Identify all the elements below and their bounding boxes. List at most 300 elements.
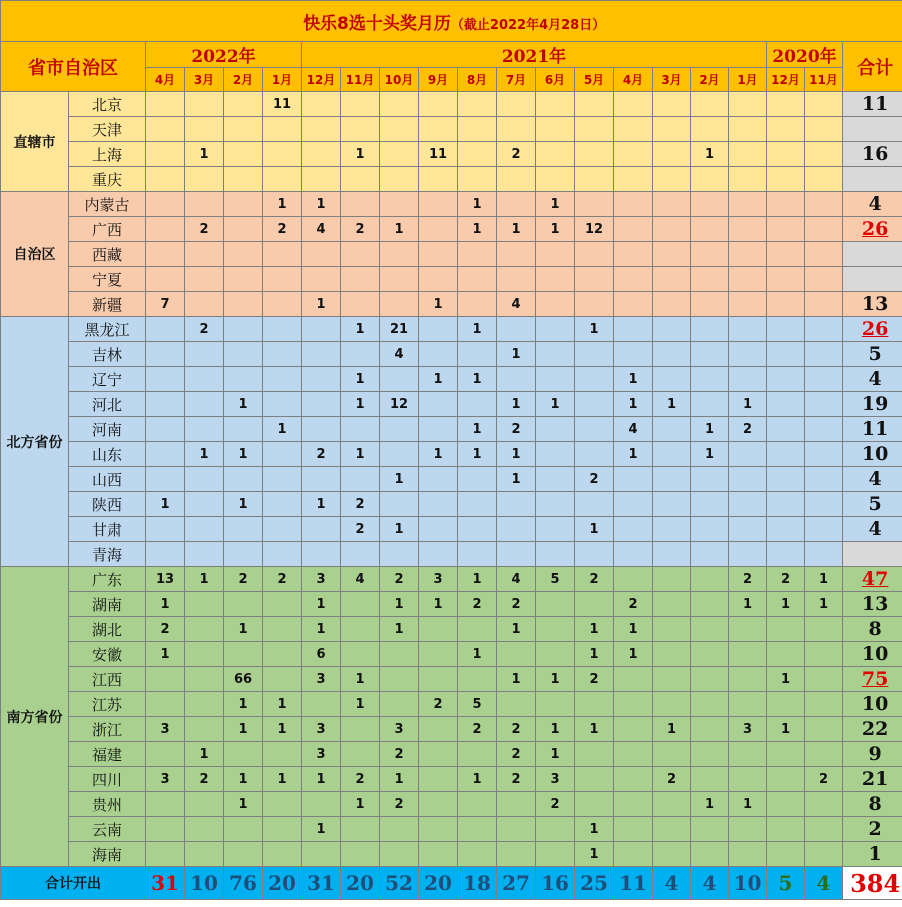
province-total: 2 — [843, 817, 902, 842]
month-count-cell — [185, 192, 224, 217]
month-count-cell — [653, 492, 691, 517]
month-count-cell — [419, 392, 458, 417]
month-count-cell — [691, 217, 729, 242]
month-count-cell: 1 — [729, 592, 767, 617]
month-count-cell — [691, 642, 729, 667]
province-total: 22 — [843, 717, 902, 742]
month-count-cell — [419, 817, 458, 842]
table-row — [1, 667, 902, 692]
month-count-cell: 1 — [341, 367, 380, 392]
month-count-cell — [224, 342, 263, 367]
month-count-cell — [497, 692, 536, 717]
month-count-cell — [767, 92, 805, 117]
month-count-cell: 1 — [263, 692, 302, 717]
month-count-cell — [146, 692, 185, 717]
month-header: 11月 — [805, 68, 843, 92]
month-count-cell — [691, 367, 729, 392]
month-count-cell — [185, 417, 224, 442]
region-header: 省市自治区 — [1, 42, 146, 92]
month-count-cell — [263, 267, 302, 292]
month-count-cell — [146, 392, 185, 417]
month-count-cell: 1 — [224, 492, 263, 517]
month-total: 10 — [729, 867, 767, 900]
month-count-cell — [536, 367, 575, 392]
province-total: 10 — [843, 642, 902, 667]
province-total — [843, 542, 902, 567]
month-count-cell — [653, 92, 691, 117]
month-count-cell — [380, 542, 419, 567]
month-count-cell — [380, 242, 419, 267]
month-count-cell — [575, 267, 614, 292]
month-count-cell — [653, 592, 691, 617]
month-count-cell — [729, 167, 767, 192]
province-total: 21 — [843, 767, 902, 792]
province-name: 重庆 — [69, 167, 146, 192]
month-count-cell — [653, 117, 691, 142]
month-count-cell — [263, 342, 302, 367]
month-total: 10 — [185, 867, 224, 900]
month-count-cell — [653, 817, 691, 842]
month-count-cell: 3 — [302, 567, 341, 592]
month-total: 76 — [224, 867, 263, 900]
month-count-cell — [805, 692, 843, 717]
province-total: 4 — [843, 467, 902, 492]
month-count-cell — [302, 367, 341, 392]
month-count-cell: 1 — [497, 217, 536, 242]
month-count-cell — [614, 692, 653, 717]
province-total: 47 — [843, 567, 902, 592]
month-count-cell — [497, 817, 536, 842]
month-count-cell: 2 — [146, 617, 185, 642]
month-count-cell: 1 — [224, 792, 263, 817]
month-count-cell — [497, 367, 536, 392]
month-count-cell — [729, 517, 767, 542]
month-count-cell — [341, 617, 380, 642]
month-count-cell: 1 — [691, 792, 729, 817]
month-count-cell — [575, 167, 614, 192]
month-count-cell — [185, 667, 224, 692]
month-count-cell — [729, 117, 767, 142]
year-header-2022: 2022年 — [146, 42, 302, 68]
month-count-cell: 2 — [575, 667, 614, 692]
subtitle-text: （截止2022年4月28日） — [450, 17, 606, 33]
table-row — [1, 642, 902, 667]
month-count-cell — [767, 817, 805, 842]
month-count-cell: 1 — [146, 642, 185, 667]
month-count-cell: 1 — [614, 617, 653, 642]
month-count-cell — [536, 142, 575, 167]
month-count-cell — [614, 142, 653, 167]
month-count-cell — [729, 217, 767, 242]
group-label: 北方省份 — [1, 317, 69, 567]
month-count-cell — [185, 817, 224, 842]
month-count-cell — [497, 517, 536, 542]
month-count-cell — [575, 417, 614, 442]
month-count-cell — [614, 317, 653, 342]
month-count-cell — [729, 492, 767, 517]
province-total: 5 — [843, 342, 902, 367]
month-count-cell — [380, 842, 419, 867]
month-count-cell — [263, 317, 302, 342]
month-count-cell — [341, 167, 380, 192]
province-name: 广东 — [69, 567, 146, 592]
month-count-cell: 21 — [380, 317, 419, 342]
month-count-cell — [691, 242, 729, 267]
total-header: 合计 — [843, 42, 902, 92]
province-name: 贵州 — [69, 792, 146, 817]
month-count-cell — [185, 617, 224, 642]
month-count-cell — [767, 167, 805, 192]
month-count-cell — [729, 442, 767, 467]
month-count-cell — [302, 517, 341, 542]
month-count-cell: 1 — [536, 717, 575, 742]
month-count-cell — [380, 142, 419, 167]
month-count-cell — [536, 492, 575, 517]
month-count-cell: 3 — [146, 717, 185, 742]
month-count-cell: 1 — [380, 617, 419, 642]
month-count-cell: 2 — [380, 742, 419, 767]
month-count-cell — [146, 517, 185, 542]
province-total: 13 — [843, 292, 902, 317]
table-row — [1, 792, 902, 817]
month-count-cell — [224, 317, 263, 342]
month-count-cell — [302, 317, 341, 342]
month-count-cell — [185, 517, 224, 542]
month-count-cell — [536, 442, 575, 467]
month-count-cell: 1 — [729, 792, 767, 817]
month-count-cell — [146, 817, 185, 842]
month-count-cell: 1 — [575, 317, 614, 342]
month-count-cell — [653, 342, 691, 367]
month-count-cell — [536, 417, 575, 442]
month-count-cell — [575, 242, 614, 267]
month-count-cell — [497, 542, 536, 567]
month-count-cell: 1 — [691, 142, 729, 167]
month-count-cell — [341, 467, 380, 492]
month-count-cell — [614, 767, 653, 792]
month-count-cell — [805, 192, 843, 217]
month-count-cell — [341, 817, 380, 842]
month-count-cell — [380, 267, 419, 292]
month-count-cell — [614, 117, 653, 142]
month-count-cell — [146, 317, 185, 342]
month-count-cell: 1 — [341, 317, 380, 342]
month-count-cell — [224, 592, 263, 617]
table-row — [1, 317, 902, 342]
month-count-cell — [575, 292, 614, 317]
month-count-cell — [224, 642, 263, 667]
table-row — [1, 392, 902, 417]
month-count-cell: 1 — [341, 792, 380, 817]
month-count-cell — [380, 817, 419, 842]
month-count-cell — [146, 442, 185, 467]
month-count-cell — [341, 642, 380, 667]
month-count-cell — [536, 242, 575, 267]
month-total: 5 — [767, 867, 805, 900]
month-count-cell — [653, 842, 691, 867]
table-row — [1, 417, 902, 442]
month-count-cell: 2 — [614, 592, 653, 617]
month-count-cell — [614, 217, 653, 242]
province-name: 广西 — [69, 217, 146, 242]
month-count-cell — [691, 317, 729, 342]
month-count-cell — [341, 592, 380, 617]
table-row — [1, 492, 902, 517]
month-count-cell — [185, 642, 224, 667]
month-count-cell: 2 — [767, 567, 805, 592]
month-count-cell — [185, 292, 224, 317]
month-count-cell — [691, 392, 729, 417]
month-count-cell: 1 — [458, 192, 497, 217]
month-count-cell — [302, 417, 341, 442]
province-name: 青海 — [69, 542, 146, 567]
month-count-cell: 1 — [458, 442, 497, 467]
month-count-cell: 1 — [302, 492, 341, 517]
month-count-cell — [497, 792, 536, 817]
month-count-cell: 5 — [536, 567, 575, 592]
month-count-cell: 3 — [536, 767, 575, 792]
month-count-cell — [146, 742, 185, 767]
month-count-cell — [263, 292, 302, 317]
month-count-cell: 2 — [497, 742, 536, 767]
month-count-cell: 3 — [302, 667, 341, 692]
month-count-cell: 1 — [263, 717, 302, 742]
month-count-cell — [458, 742, 497, 767]
province-name: 湖南 — [69, 592, 146, 617]
month-total: 31 — [302, 867, 341, 900]
month-count-cell — [691, 767, 729, 792]
month-count-cell — [341, 117, 380, 142]
month-count-cell — [767, 317, 805, 342]
month-count-cell — [224, 267, 263, 292]
month-header: 6月 — [536, 68, 575, 92]
month-count-cell — [691, 692, 729, 717]
month-count-cell — [458, 292, 497, 317]
footer-row — [1, 867, 902, 900]
month-header: 12月 — [302, 68, 341, 92]
month-count-cell: 1 — [575, 817, 614, 842]
month-count-cell — [614, 567, 653, 592]
month-count-cell — [302, 142, 341, 167]
province-total — [843, 117, 902, 142]
month-count-cell — [263, 242, 302, 267]
month-count-cell — [458, 667, 497, 692]
province-name: 西藏 — [69, 242, 146, 267]
month-count-cell: 1 — [691, 442, 729, 467]
month-count-cell — [302, 467, 341, 492]
table-row — [1, 767, 902, 792]
month-count-cell — [767, 117, 805, 142]
month-count-cell — [614, 192, 653, 217]
month-count-cell — [691, 292, 729, 317]
month-header: 4月 — [146, 68, 185, 92]
month-count-cell — [653, 542, 691, 567]
month-count-cell — [380, 492, 419, 517]
month-count-cell: 4 — [614, 417, 653, 442]
month-count-cell — [224, 517, 263, 542]
month-header: 1月 — [263, 68, 302, 92]
month-count-cell: 2 — [497, 717, 536, 742]
month-count-cell — [185, 267, 224, 292]
month-count-cell: 1 — [341, 142, 380, 167]
month-count-cell — [767, 767, 805, 792]
month-count-cell — [419, 842, 458, 867]
month-header: 3月 — [185, 68, 224, 92]
month-count-cell — [224, 142, 263, 167]
month-count-cell — [419, 617, 458, 642]
month-count-cell: 1 — [224, 692, 263, 717]
month-count-cell — [614, 542, 653, 567]
group-label: 直辖市 — [1, 92, 69, 192]
month-count-cell: 2 — [497, 767, 536, 792]
month-header: 12月 — [767, 68, 805, 92]
month-count-cell: 2 — [263, 217, 302, 242]
month-count-cell — [805, 392, 843, 417]
month-count-cell: 2 — [497, 592, 536, 617]
month-count-cell: 1 — [185, 142, 224, 167]
month-count-cell — [691, 592, 729, 617]
month-count-cell — [224, 842, 263, 867]
month-count-cell — [729, 692, 767, 717]
month-count-cell: 4 — [497, 292, 536, 317]
month-count-cell — [380, 692, 419, 717]
month-total: 11 — [614, 867, 653, 900]
province-total: 16 — [843, 142, 902, 167]
month-count-cell — [380, 292, 419, 317]
month-count-cell — [458, 392, 497, 417]
month-count-cell — [536, 642, 575, 667]
month-count-cell: 2 — [575, 567, 614, 592]
month-count-cell — [302, 342, 341, 367]
province-name: 吉林 — [69, 342, 146, 367]
month-count-cell — [691, 117, 729, 142]
month-count-cell — [575, 342, 614, 367]
month-count-cell — [691, 717, 729, 742]
month-count-cell — [263, 842, 302, 867]
month-count-cell — [729, 142, 767, 167]
month-count-cell — [380, 367, 419, 392]
month-count-cell — [263, 442, 302, 467]
month-count-cell — [224, 817, 263, 842]
month-count-cell — [185, 592, 224, 617]
month-count-cell — [805, 342, 843, 367]
month-count-cell: 1 — [263, 417, 302, 442]
month-count-cell: 2 — [380, 567, 419, 592]
province-name: 陕西 — [69, 492, 146, 517]
month-count-cell: 1 — [263, 767, 302, 792]
table-row — [1, 617, 902, 642]
month-count-cell: 1 — [767, 592, 805, 617]
month-count-cell — [767, 392, 805, 417]
month-count-cell — [419, 317, 458, 342]
month-count-cell — [341, 267, 380, 292]
month-count-cell — [767, 217, 805, 242]
month-count-cell — [302, 392, 341, 417]
month-count-cell — [767, 642, 805, 667]
month-count-cell: 1 — [458, 417, 497, 442]
month-count-cell — [691, 342, 729, 367]
month-count-cell — [805, 817, 843, 842]
month-count-cell — [458, 342, 497, 367]
month-count-cell — [341, 242, 380, 267]
month-count-cell — [341, 417, 380, 442]
month-count-cell — [224, 542, 263, 567]
month-count-cell — [805, 242, 843, 267]
month-count-cell: 1 — [767, 717, 805, 742]
month-count-cell — [575, 542, 614, 567]
month-count-cell — [380, 92, 419, 117]
month-count-cell — [263, 392, 302, 417]
month-count-cell — [185, 717, 224, 742]
month-count-cell: 11 — [263, 92, 302, 117]
province-total: 26 — [843, 317, 902, 342]
month-count-cell — [419, 342, 458, 367]
month-count-cell: 1 — [497, 342, 536, 367]
month-count-cell — [653, 192, 691, 217]
month-count-cell — [729, 667, 767, 692]
month-header: 4月 — [614, 68, 653, 92]
month-count-cell — [691, 742, 729, 767]
month-count-cell: 1 — [458, 767, 497, 792]
month-count-cell — [380, 192, 419, 217]
month-count-cell: 1 — [614, 642, 653, 667]
month-count-cell — [691, 617, 729, 642]
month-count-cell — [146, 842, 185, 867]
month-count-cell — [263, 617, 302, 642]
month-count-cell — [419, 642, 458, 667]
month-count-cell — [575, 592, 614, 617]
group-label: 自治区 — [1, 192, 69, 317]
month-count-cell — [729, 542, 767, 567]
month-count-cell — [805, 117, 843, 142]
month-count-cell — [497, 92, 536, 117]
month-count-cell — [653, 692, 691, 717]
month-count-cell: 1 — [497, 667, 536, 692]
month-count-cell — [419, 492, 458, 517]
month-count-cell: 1 — [458, 317, 497, 342]
month-count-cell: 1 — [341, 442, 380, 467]
month-count-cell — [653, 267, 691, 292]
month-count-cell — [536, 92, 575, 117]
month-count-cell: 2 — [185, 217, 224, 242]
month-count-cell — [146, 142, 185, 167]
month-count-cell: 1 — [536, 392, 575, 417]
month-count-cell: 1 — [224, 392, 263, 417]
province-total: 8 — [843, 617, 902, 642]
month-count-cell — [224, 192, 263, 217]
month-count-cell — [805, 367, 843, 392]
month-count-cell: 3 — [729, 717, 767, 742]
month-count-cell — [419, 217, 458, 242]
month-count-cell: 1 — [380, 467, 419, 492]
month-count-cell — [497, 317, 536, 342]
month-count-cell — [729, 617, 767, 642]
month-count-cell — [729, 192, 767, 217]
table-row — [1, 842, 902, 867]
month-header: 5月 — [575, 68, 614, 92]
month-count-cell — [575, 492, 614, 517]
month-count-cell — [536, 592, 575, 617]
province-name: 黑龙江 — [69, 317, 146, 342]
province-total: 11 — [843, 92, 902, 117]
province-total: 9 — [843, 742, 902, 767]
month-count-cell — [380, 642, 419, 667]
province-total — [843, 242, 902, 267]
month-count-cell: 1 — [575, 617, 614, 642]
table-row — [1, 267, 902, 292]
table-row — [1, 192, 902, 217]
month-count-cell — [729, 267, 767, 292]
